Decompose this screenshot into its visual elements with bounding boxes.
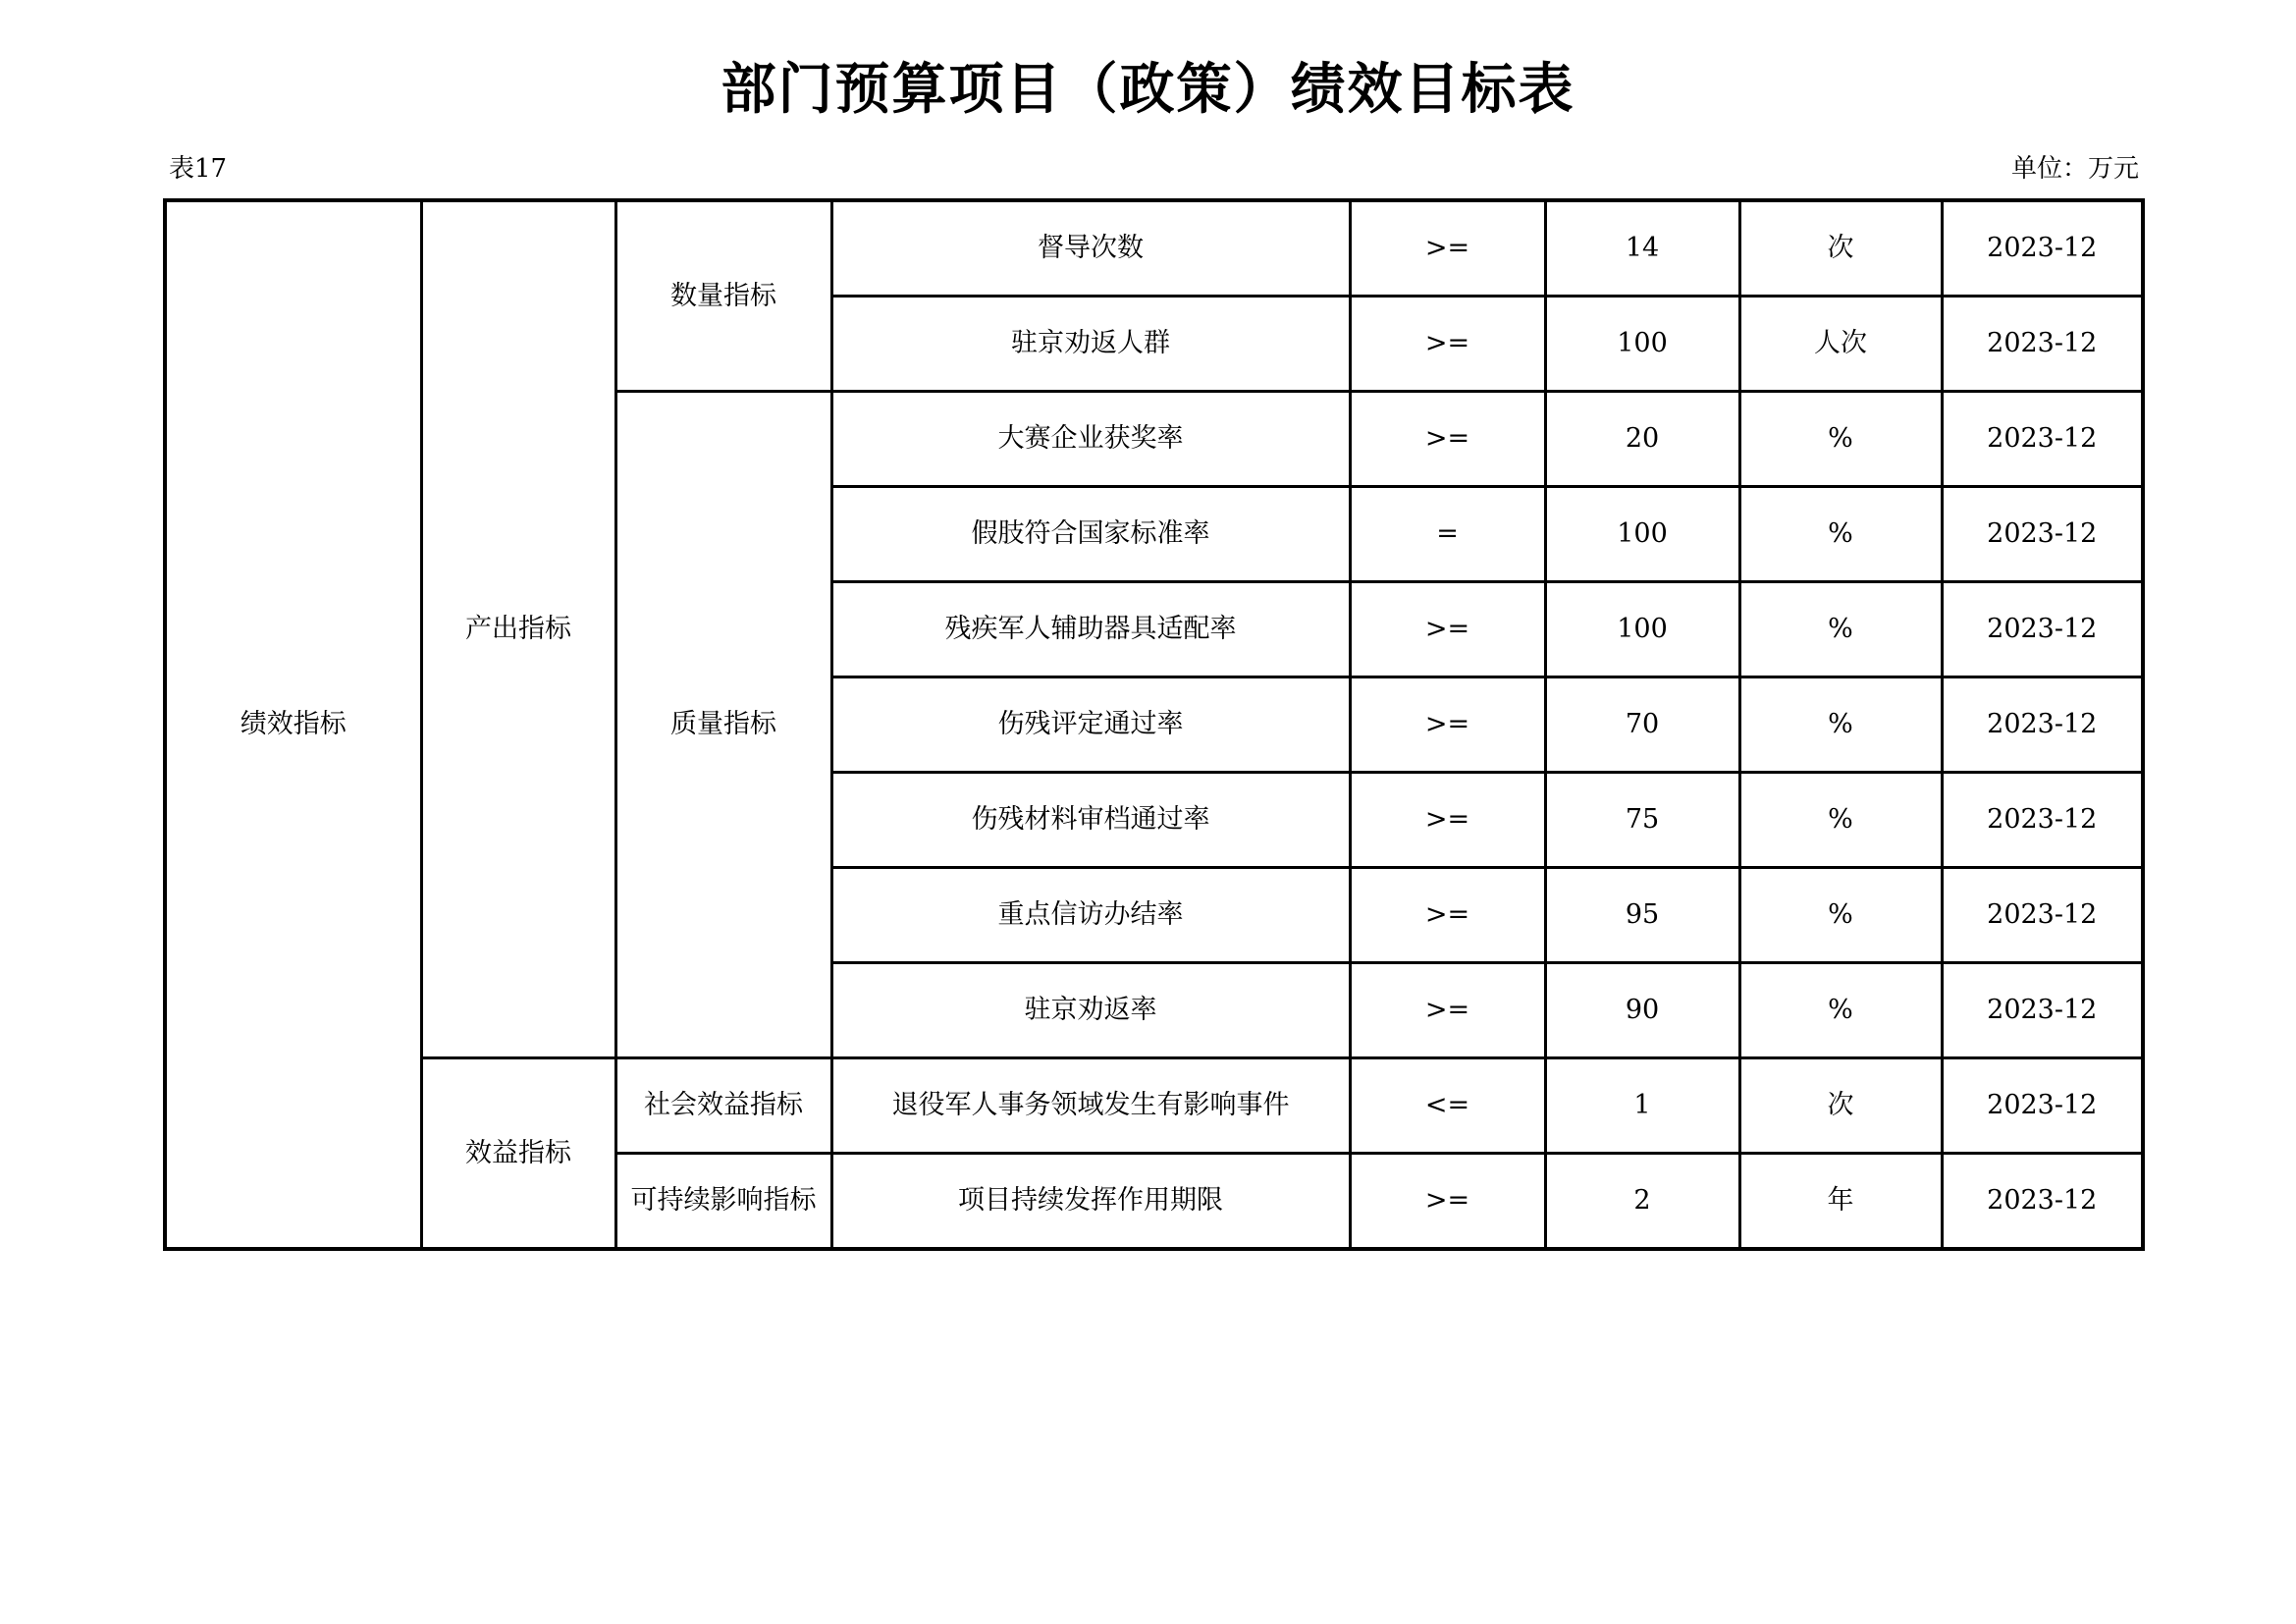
target-value-cell: 20 [1545,392,1739,487]
operator-cell: >= [1350,582,1545,677]
table-row [165,200,2143,297]
performance-target-table [163,198,2145,1251]
level3-quantity-cell: 数量指标 [615,200,831,392]
level3-social-cell: 社会效益指标 [615,1058,831,1154]
deadline-cell: 2023-12 [1942,677,2143,773]
table-row [165,1058,2143,1154]
level3-sustainable-cell: 可持续影响指标 [615,1154,831,1250]
indicator-name-cell: 伤残评定通过率 [831,677,1350,773]
level2-output-cell: 产出指标 [421,200,615,1058]
unit-cell: % [1739,963,1942,1058]
deadline-cell: 2023-12 [1942,1058,2143,1154]
target-value-cell: 100 [1545,582,1739,677]
unit-cell: 人次 [1739,297,1942,392]
operator-cell: <= [1350,1058,1545,1154]
indicator-name-cell: 假肢符合国家标准率 [831,487,1350,582]
operator-cell: >= [1350,773,1545,868]
indicator-name-cell: 退役军人事务领域发生有影响事件 [831,1058,1350,1154]
unit-cell: % [1739,487,1942,582]
indicator-name-cell: 重点信访办结率 [831,868,1350,963]
deadline-cell: 2023-12 [1942,297,2143,392]
level1-indicator-cell: 绩效指标 [165,200,421,1249]
indicator-name-cell: 大赛企业获奖率 [831,392,1350,487]
indicator-name-cell: 伤残材料审档通过率 [831,773,1350,868]
indicator-name-cell: 项目持续发挥作用期限 [831,1154,1350,1250]
unit-cell: % [1739,868,1942,963]
indicator-name-cell: 残疾军人辅助器具适配率 [831,582,1350,677]
unit-cell: 次 [1739,200,1942,297]
indicator-name-cell: 督导次数 [831,200,1350,297]
operator-cell: >= [1350,868,1545,963]
operator-cell: >= [1350,677,1545,773]
unit-cell: 年 [1739,1154,1942,1250]
deadline-cell: 2023-12 [1942,200,2143,297]
deadline-cell: 2023-12 [1942,487,2143,582]
deadline-cell: 2023-12 [1942,582,2143,677]
target-value-cell: 100 [1545,487,1739,582]
target-value-cell: 2 [1545,1154,1739,1250]
table-number: 表17 [169,154,228,184]
deadline-cell: 2023-12 [1942,392,2143,487]
unit-cell: 次 [1739,1058,1942,1154]
page-title: 部门预算项目（政策）绩效目标表 [721,58,1575,122]
operator-cell: >= [1350,200,1545,297]
level3-quality-cell: 质量指标 [615,392,831,1058]
unit-cell: % [1739,392,1942,487]
unit-cell: % [1739,773,1942,868]
operator-cell: = [1350,487,1545,582]
unit-cell: % [1739,677,1942,773]
target-value-cell: 1 [1545,1058,1739,1154]
operator-cell: >= [1350,392,1545,487]
operator-cell: >= [1350,1154,1545,1250]
operator-cell: >= [1350,963,1545,1058]
unit-cell: % [1739,582,1942,677]
deadline-cell: 2023-12 [1942,868,2143,963]
level2-benefit-cell: 效益指标 [421,1058,615,1250]
target-value-cell: 75 [1545,773,1739,868]
target-value-cell: 95 [1545,868,1739,963]
target-value-cell: 90 [1545,963,1739,1058]
target-value-cell: 100 [1545,297,1739,392]
target-value-cell: 14 [1545,200,1739,297]
unit-label: 单位：万元 [2010,154,2139,184]
indicator-name-cell: 驻京劝返人群 [831,297,1350,392]
deadline-cell: 2023-12 [1942,773,2143,868]
target-value-cell: 70 [1545,677,1739,773]
deadline-cell: 2023-12 [1942,963,2143,1058]
indicator-name-cell: 驻京劝返率 [831,963,1350,1058]
operator-cell: >= [1350,297,1545,392]
deadline-cell: 2023-12 [1942,1154,2143,1250]
